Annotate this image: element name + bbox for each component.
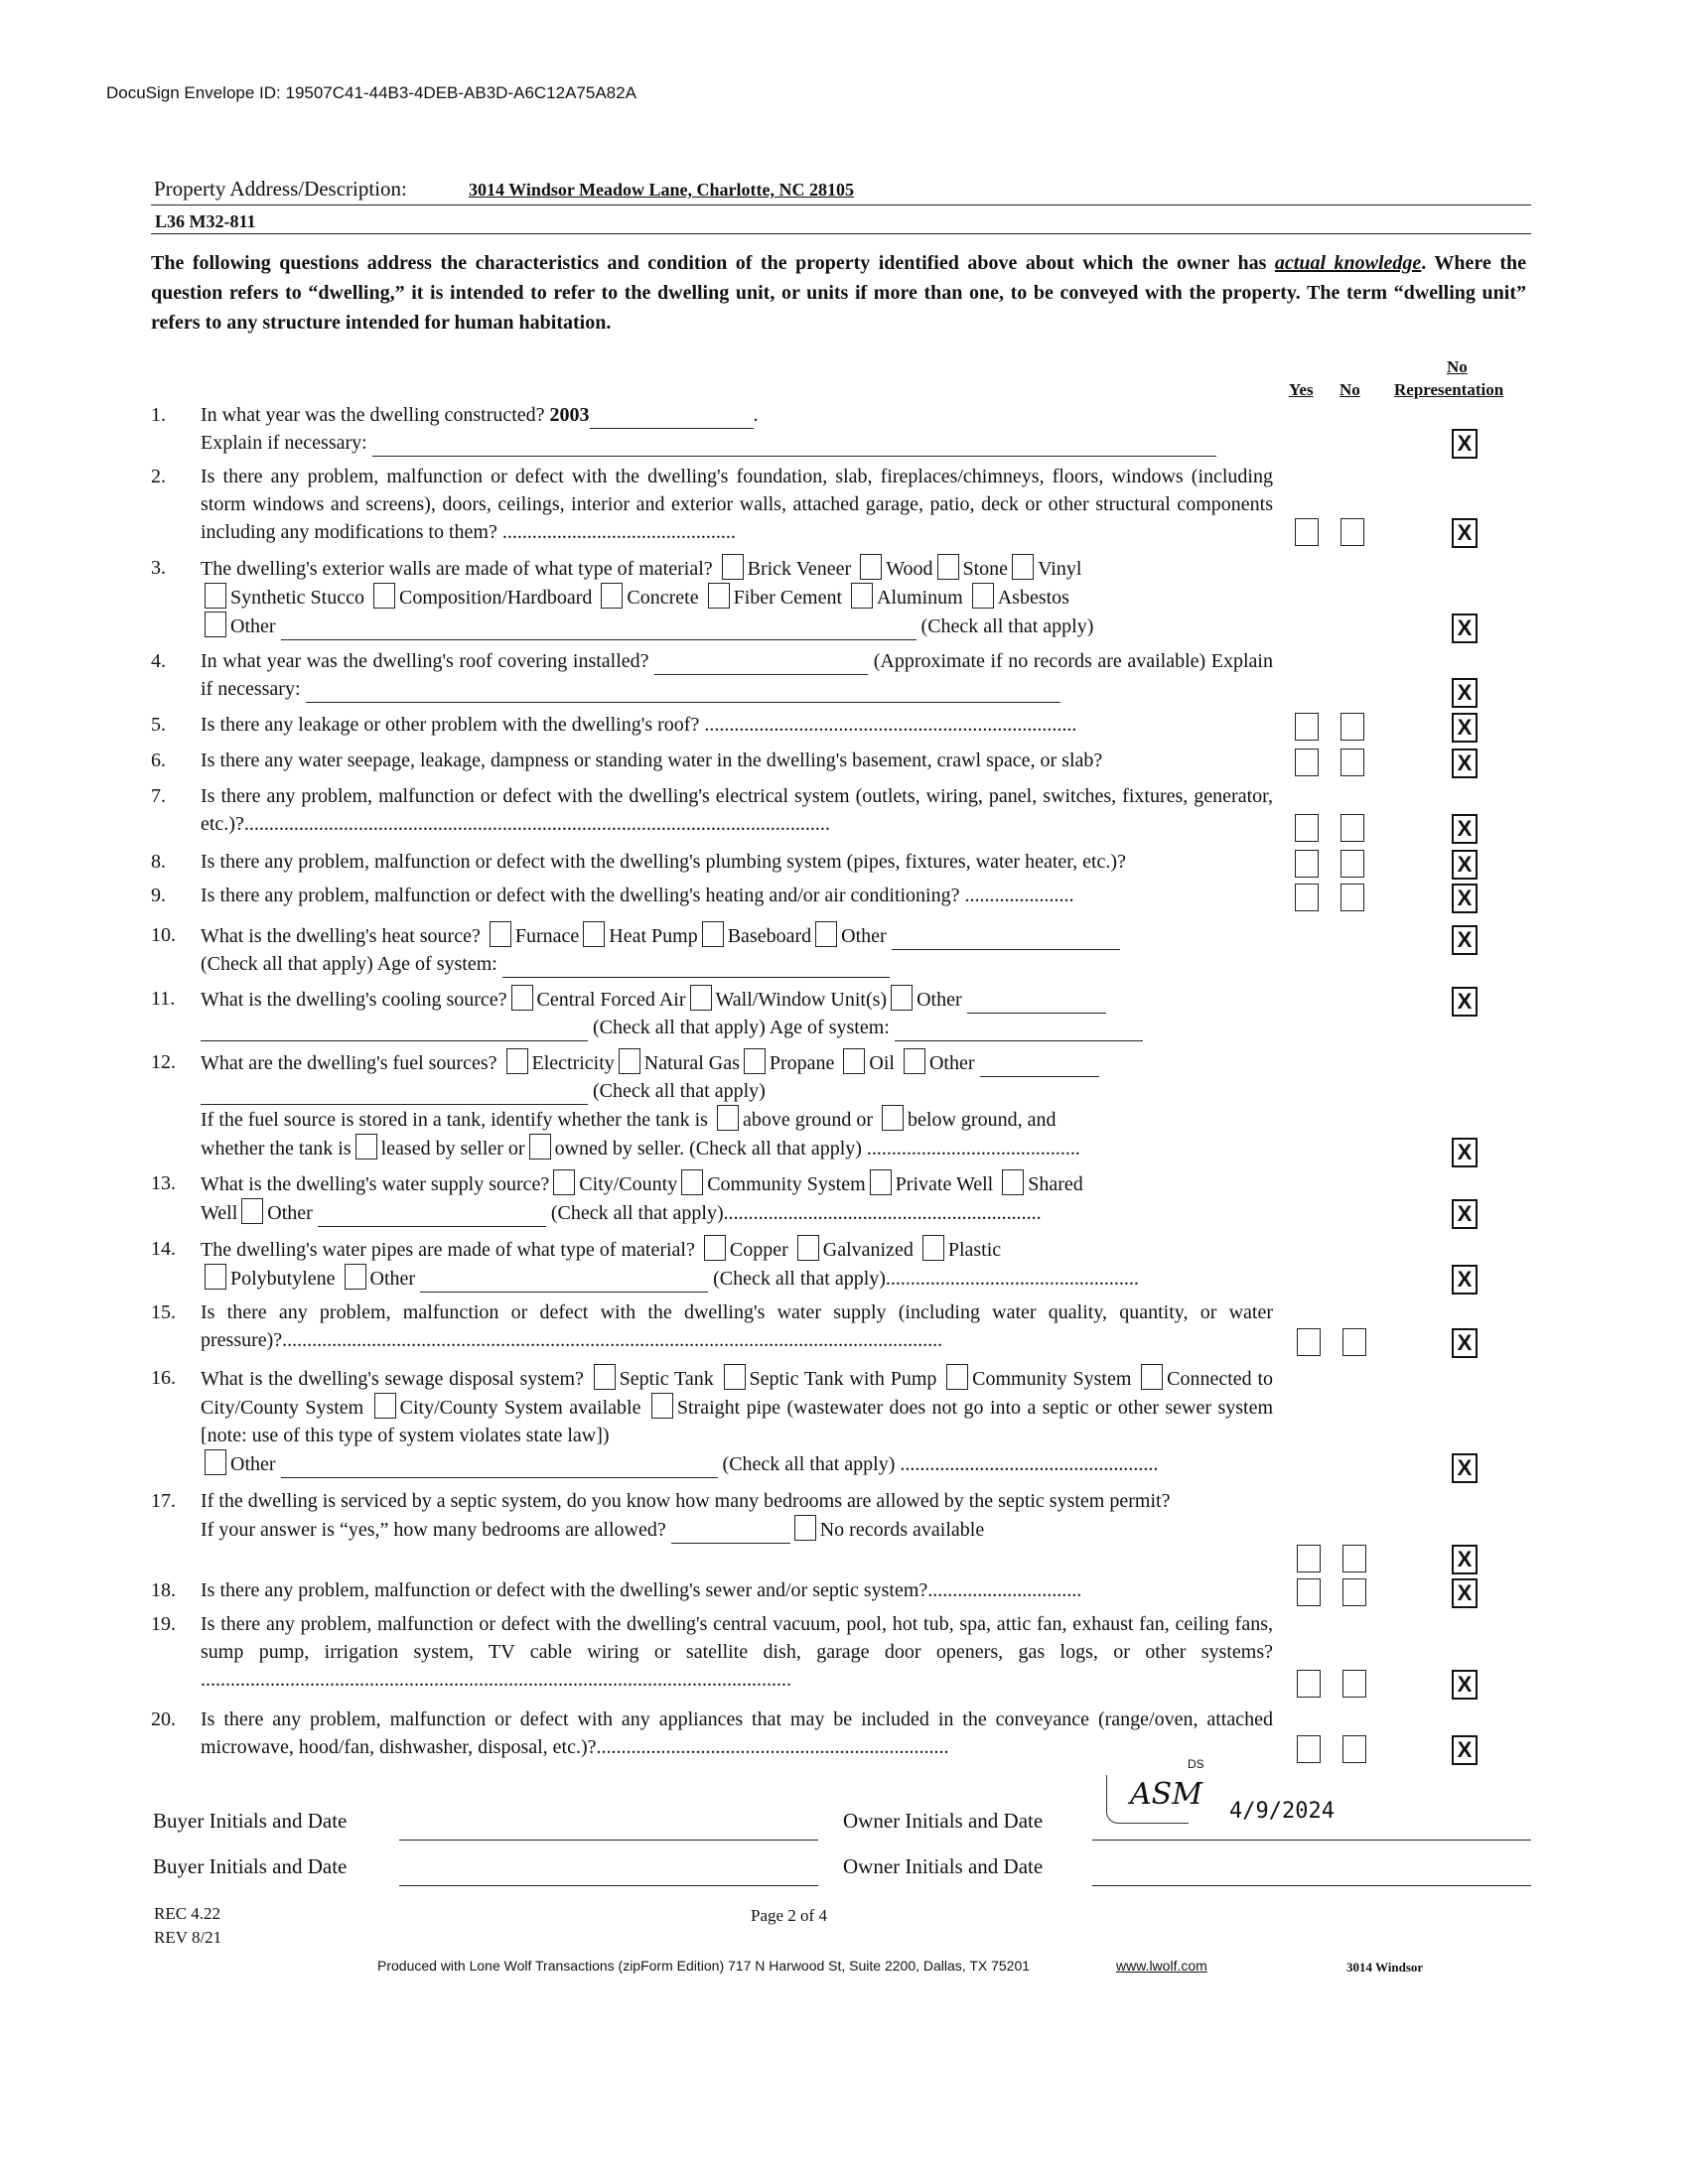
no-records-checkbox[interactable]	[794, 1515, 816, 1541]
baseboard-checkbox[interactable]	[702, 921, 724, 947]
heat-pump-checkbox[interactable]	[583, 921, 605, 947]
other-heat-checkbox[interactable]	[815, 921, 837, 947]
natural-gas-checkbox[interactable]	[619, 1048, 640, 1074]
buyer-initials-label-1: Buyer Initials and Date	[153, 1809, 348, 1833]
q2-no-checkbox[interactable]	[1340, 518, 1364, 546]
q19-yes-checkbox[interactable]	[1297, 1670, 1321, 1698]
vinyl-checkbox[interactable]	[1012, 554, 1034, 580]
q7-no-representation-checkbox[interactable]: X	[1452, 814, 1478, 844]
q18-no-representation-checkbox[interactable]: X	[1452, 1578, 1478, 1608]
synthetic-stucco-checkbox[interactable]	[205, 583, 226, 609]
owner-initials-field-1[interactable]	[1092, 1839, 1531, 1841]
q6-yes-checkbox[interactable]	[1295, 749, 1319, 776]
q19-no-checkbox[interactable]	[1342, 1670, 1366, 1698]
q17-no-checkbox[interactable]	[1342, 1545, 1366, 1572]
furnace-checkbox[interactable]	[490, 921, 511, 947]
q12-no-representation-checkbox[interactable]: X	[1452, 1138, 1478, 1167]
roof-year-field[interactable]	[654, 674, 868, 675]
wall-window-unit-checkbox[interactable]	[690, 985, 712, 1011]
q17-yes-checkbox[interactable]	[1297, 1545, 1321, 1572]
property-address-label: Property Address/Description:	[154, 177, 407, 201]
bedrooms-allowed-field[interactable]	[671, 1543, 790, 1544]
docusign-ds-label: DS	[1188, 1757, 1204, 1771]
q13-no-representation-checkbox[interactable]: X	[1452, 1199, 1478, 1229]
q20-yes-checkbox[interactable]	[1297, 1735, 1321, 1763]
other-material-checkbox[interactable]	[205, 612, 226, 637]
other-cooling-checkbox[interactable]	[891, 985, 913, 1011]
q5-no-representation-checkbox[interactable]: X	[1452, 713, 1478, 743]
fiber-cement-checkbox[interactable]	[708, 583, 730, 609]
q6-no-checkbox[interactable]	[1340, 749, 1364, 776]
property-address-row	[151, 177, 1531, 205]
q11-no-representation-checkbox[interactable]: X	[1452, 987, 1478, 1017]
docusign-envelope-id: DocuSign Envelope ID: 19507C41-44B3-4DEB-AB3D-A6C12A75A82A	[106, 83, 636, 102]
no-column-header: No	[1340, 380, 1360, 399]
private-well-checkbox[interactable]	[870, 1169, 892, 1195]
construction-year[interactable]: 2003	[549, 404, 590, 426]
composition-hardboard-checkbox[interactable]	[373, 583, 395, 609]
q20-no-representation-checkbox[interactable]: X	[1452, 1735, 1478, 1765]
stone-checkbox[interactable]	[937, 554, 959, 580]
question-1: 1. In what year was the dwelling constructed? 2003 . Explain if necessary:	[151, 401, 1293, 457]
q4-explain-field[interactable]	[306, 702, 1060, 703]
q8-no-representation-checkbox[interactable]: X	[1452, 850, 1478, 880]
q7-no-checkbox[interactable]	[1340, 814, 1364, 842]
brick-veneer-checkbox[interactable]	[722, 554, 744, 580]
property-lot-value[interactable]: L36 M32-811	[155, 211, 256, 231]
q2-yes-checkbox[interactable]	[1295, 518, 1319, 546]
oil-checkbox[interactable]	[843, 1048, 865, 1074]
q15-no-representation-checkbox[interactable]: X	[1452, 1328, 1478, 1358]
other-sewage-checkbox[interactable]	[205, 1449, 226, 1475]
community-system-water-checkbox[interactable]	[681, 1169, 703, 1195]
concrete-checkbox[interactable]	[601, 583, 623, 609]
buyer-initials-label-2: Buyer Initials and Date	[153, 1854, 348, 1878]
disclosure-page	[151, 177, 1531, 338]
galvanized-checkbox[interactable]	[797, 1235, 819, 1261]
q16-no-representation-checkbox[interactable]: X	[1452, 1453, 1478, 1483]
owner-initials-date: 4/9/2024	[1229, 1799, 1335, 1824]
q9-yes-checkbox[interactable]	[1295, 884, 1319, 911]
straight-pipe-checkbox[interactable]	[651, 1393, 673, 1419]
footer-produced-with: Produced with Lone Wolf Transactions (zipForm Edition) 717 N Harwood St, Suite 2200, Dallas, TX 75201	[377, 1958, 1031, 1974]
central-forced-air-checkbox[interactable]	[511, 985, 533, 1011]
tank-owned-checkbox[interactable]	[529, 1134, 551, 1160]
buyer-initials-field-2[interactable]	[399, 1884, 818, 1886]
septic-tank-pump-checkbox[interactable]	[724, 1364, 746, 1390]
q2-no-representation-checkbox[interactable]: X	[1452, 518, 1478, 548]
footer-file-name: 3014 Windsor	[1346, 1960, 1424, 1975]
owner-initials-label-2: Owner Initials and Date	[843, 1854, 1044, 1878]
city-county-available-checkbox[interactable]	[374, 1393, 396, 1419]
intro-paragraph: The following questions address the characteristics and condition of the property identified above about which the owner has actual knowledge. Where the question refers to “dwelling,” it is intended to refer to the dwelling unit, or units if more than one, to be conveyed with the property. The term “dwelling unit” refers to any structure intended for human habitation.	[151, 252, 1526, 334]
septic-tank-checkbox[interactable]	[594, 1364, 616, 1390]
q8-yes-checkbox[interactable]	[1295, 850, 1319, 878]
q14-no-representation-checkbox[interactable]: X	[1452, 1265, 1478, 1295]
q20-no-checkbox[interactable]	[1342, 1735, 1366, 1763]
property-lot-row	[151, 205, 1531, 234]
q10-no-representation-checkbox[interactable]: X	[1452, 925, 1478, 955]
q5-no-checkbox[interactable]	[1340, 713, 1364, 741]
q6-no-representation-checkbox[interactable]: X	[1452, 749, 1478, 778]
yes-column-header: Yes	[1289, 380, 1314, 399]
q18-no-checkbox[interactable]	[1342, 1578, 1366, 1606]
tank-leased-checkbox[interactable]	[355, 1134, 377, 1160]
tank-below-ground-checkbox[interactable]	[882, 1105, 904, 1131]
electricity-checkbox[interactable]	[506, 1048, 528, 1074]
connected-city-county-checkbox[interactable]	[1141, 1364, 1163, 1390]
owner-initials-handwritten: ASM	[1130, 1777, 1202, 1812]
q5-yes-checkbox[interactable]	[1295, 713, 1319, 741]
q1-explain-field[interactable]	[372, 456, 1216, 457]
propane-checkbox[interactable]	[744, 1048, 766, 1074]
property-address-value[interactable]: 3014 Windsor Meadow Lane, Charlotte, NC 28105	[469, 180, 855, 200]
footer-rev-code: REV 8/21	[154, 1928, 222, 1947]
copper-checkbox[interactable]	[704, 1235, 726, 1261]
buyer-initials-field-1[interactable]	[399, 1839, 818, 1841]
city-county-water-checkbox[interactable]	[553, 1169, 575, 1195]
other-material-field[interactable]	[281, 639, 916, 640]
tank-above-ground-checkbox[interactable]	[717, 1105, 739, 1131]
other-pipe-checkbox[interactable]	[345, 1264, 366, 1290]
community-sewage-checkbox[interactable]	[946, 1364, 968, 1390]
footer-rec-code: REC 4.22	[154, 1904, 221, 1923]
q15-yes-checkbox[interactable]	[1297, 1328, 1321, 1356]
aluminum-checkbox[interactable]	[851, 583, 873, 609]
q9-no-representation-checkbox[interactable]: X	[1452, 884, 1478, 913]
q8-no-checkbox[interactable]	[1340, 850, 1364, 878]
cooling-age-field[interactable]	[895, 1040, 1143, 1041]
no-representation-header-2: Representation	[1394, 380, 1504, 399]
q4-no-representation-checkbox[interactable]: X	[1452, 678, 1478, 708]
owner-initials-field-2[interactable]	[1092, 1884, 1531, 1886]
asbestos-checkbox[interactable]	[972, 583, 994, 609]
heat-age-field[interactable]	[502, 977, 890, 978]
owner-initials-label-1: Owner Initials and Date	[843, 1809, 1044, 1833]
q17-no-representation-checkbox[interactable]: X	[1452, 1545, 1478, 1574]
actual-knowledge-emphasis: actual knowledge	[1274, 252, 1422, 274]
q18-yes-checkbox[interactable]	[1297, 1578, 1321, 1606]
other-water-checkbox[interactable]	[241, 1198, 263, 1224]
plastic-checkbox[interactable]	[922, 1235, 944, 1261]
q9-no-checkbox[interactable]	[1340, 884, 1364, 911]
q3-no-representation-checkbox[interactable]: X	[1452, 614, 1478, 643]
polybutylene-checkbox[interactable]	[205, 1264, 226, 1290]
q15-no-checkbox[interactable]	[1342, 1328, 1366, 1356]
page-number: Page 2 of 4	[751, 1906, 827, 1925]
no-representation-header-1: No	[1447, 357, 1468, 376]
shared-well-checkbox[interactable]	[1002, 1169, 1024, 1195]
q7-yes-checkbox[interactable]	[1295, 814, 1319, 842]
q1-no-representation-checkbox[interactable]: X	[1452, 429, 1478, 459]
wood-checkbox[interactable]	[860, 554, 882, 580]
other-fuel-checkbox[interactable]	[904, 1048, 925, 1074]
footer-url-link[interactable]: www.lwolf.com	[1116, 1958, 1207, 1974]
q19-no-representation-checkbox[interactable]: X	[1452, 1670, 1478, 1700]
